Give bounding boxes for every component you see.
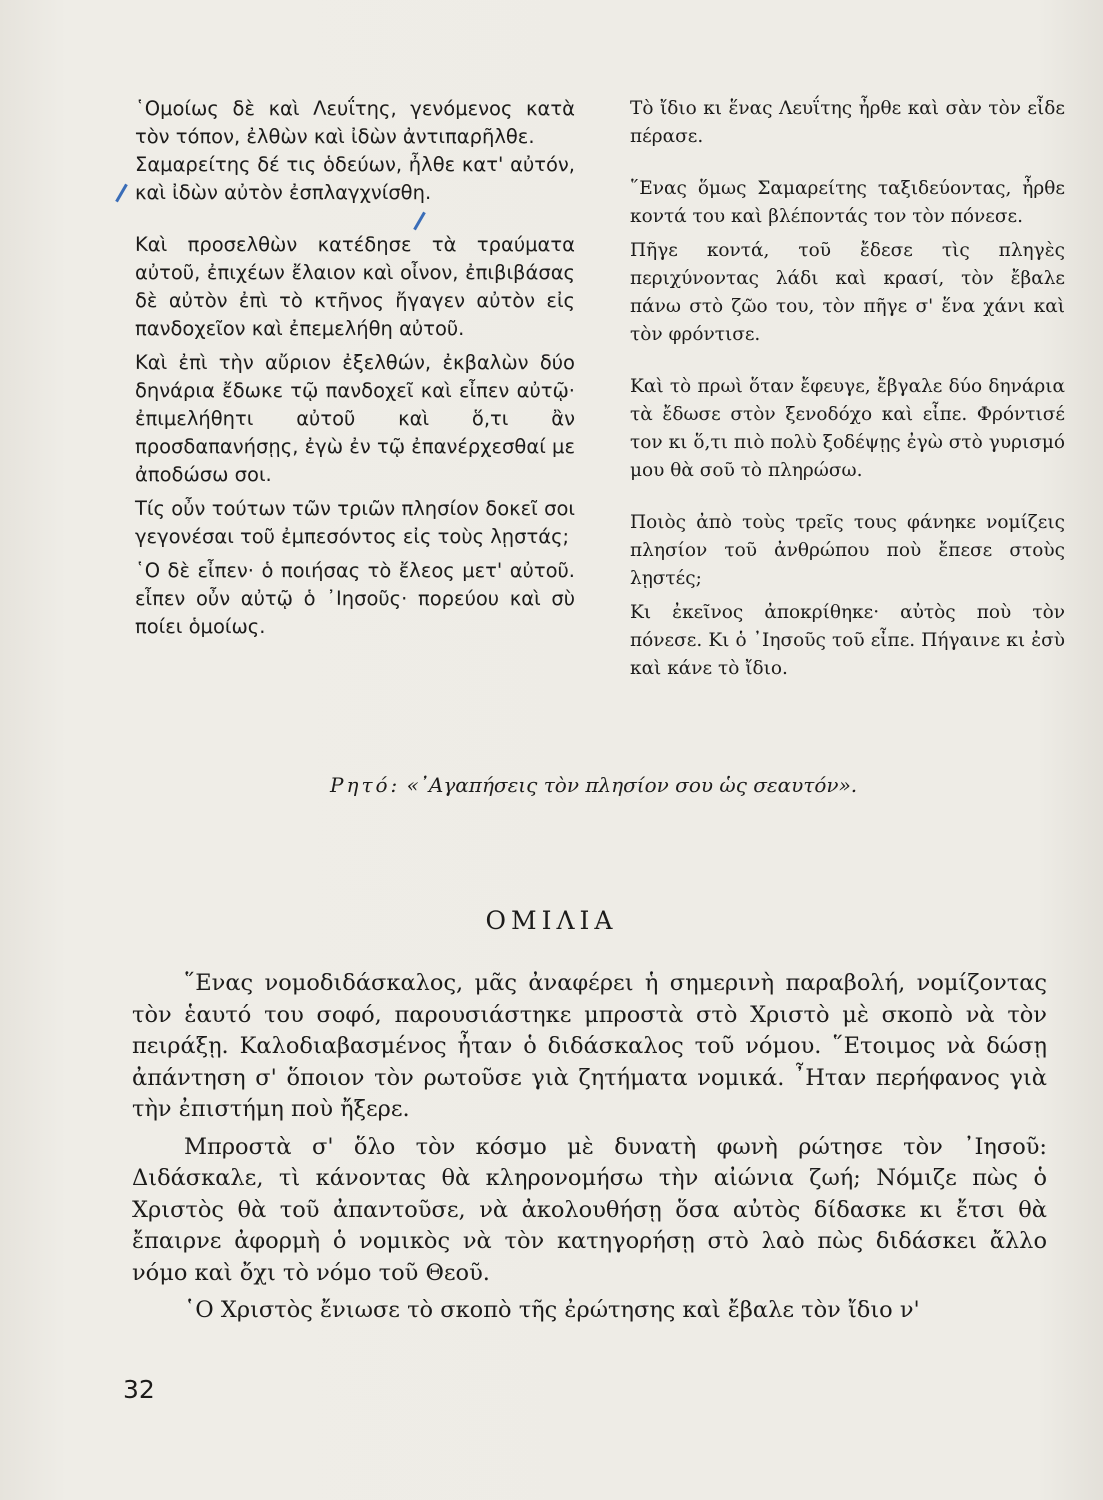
- ancient-paragraph: Καὶ προσελθὼν κατέδησε τὰ τραύματα αὐτοῦ, ἐπιχέων ἔλαιον καὶ οἶνον, ἐπιβιβάσας δὲ αὐτὸν ἐπὶ τὸ κτῆνος ἤγαγεν αὐτὸν εἰς πανδοχεῖον καὶ ἐπεμελήθη αὐτοῦ.: [135, 233, 575, 340]
- modern-paragraph: ῞Ενας ὅμως Σαμαρείτης ταξιδεύοντας, ἦρθε κοντά του καὶ βλέποντάς τον τὸν πόνεσε.: [630, 178, 1065, 227]
- ancient-paragraph: Σαμαρείτης δέ τις ὁδεύων, ἦλθε κατ' αὐτόν, καὶ ἰδὼν αὐτὸν ἐσπλαγχνίσθη.: [135, 153, 575, 204]
- ancient-text-column: [135, 95, 575, 641]
- rhetorical-text: «᾿Αγαπήσεις τὸν πλησίον σου ὡς σεαυτόν».: [406, 773, 858, 797]
- ancient-paragraph: Τίς οὖν τούτων τῶν τριῶν πλησίον δοκεῖ σοι γεγονέσαι τοῦ ἐμπεσόντος εἰς τοὺς λῃστάς;: [135, 497, 575, 548]
- homily-body: [132, 968, 1047, 1333]
- ancient-paragraph: ῾Ο δὲ εἶπεν· ὁ ποιήσας τὸ ἔλεος μετ' αὐτοῦ. εἶπεν οὖν αὐτῷ ὁ ᾿Ιησοῦς· πορεύου καὶ σὺ ποίει ὁμοίως.: [135, 559, 575, 638]
- modern-paragraph: Τὸ ἴδιο κι ἕνας Λευΐτης ἦρθε καὶ σὰν τὸν εἶδε πέρασε.: [630, 98, 1065, 147]
- homily-paragraph: ῞Ενας νομοδιδάσκαλος, μᾶς ἀναφέρει ἡ σημερινὴ παραβολή, νομίζοντας τὸν ἑαυτό του σοφό, παρουσιάστηκε μπροστὰ στὸ Χριστὸ μὲ σκοπὸ νὰ τὸν πειράξῃ. Καλοδιαβασμένος ἦταν ὁ διδάσκαλος τοῦ νόμου. ῞Ετοιμος νὰ δώσῃ ἀπάντηση σ' ὅποιον τὸν ρωτοῦσε γιὰ ζητήματα νομικά. ῏Ηταν περήφανος γιὰ τὴν ἐπιστήμη ποὺ ἤξερε.: [132, 970, 1047, 1122]
- ancient-paragraph: ῾Ομοίως δὲ καὶ Λευΐτης, γενόμενος κατὰ τὸν τόπον, ἐλθὼν καὶ ἰδὼν ἀντιπαρῆλθε.: [135, 97, 575, 148]
- pen-mark-icon: [115, 184, 128, 203]
- rhetorical-quote: [330, 773, 930, 797]
- modern-paragraph: Κι ἐκεῖνος ἀποκρίθηκε· αὐτὸς ποὺ τὸν πόνεσε. Κι ὁ ᾿Ιησοῦς τοῦ εἶπε. Πήγαινε κι ἐσὺ καὶ κάνε τὸ ἴδιο.: [630, 602, 1065, 679]
- ancient-paragraph: Καὶ ἐπὶ τὴν αὔριον ἐξελθών, ἐκβαλὼν δύο δηνάρια ἔδωκε τῷ πανδοχεῖ καὶ εἶπεν αὐτῷ· ἐπιμελήθητι αὐτοῦ καὶ ὅ,τι ἂν προσδαπανήσῃς, ἐγὼ ἐν τῷ ἐπανέρχεσθαί με ἀποδώσω σοι.: [135, 351, 575, 486]
- homily-paragraph: Μπροστὰ σ' ὅλο τὸν κόσμο μὲ δυνατὴ φωνὴ ρώτησε τὸν ᾿Ιησοῦ: Διδάσκαλε, τὶ κάνοντας θὰ κληρονομήσω τὴν αἰώνια ζωή; Νόμιζε πὼς ὁ Χριστὸς θὰ τοῦ ἀπαντοῦσε, νὰ ἀκολουθήσῃ ὅσα αὐτὸς δίδασκε κι ἔτσι θὰ ἔπαιρνε ἀφορμὴ ὁ νομικὸς νὰ τὸν κατηγορήσῃ στὸ λαὸ πὼς διδάσκει ἄλλο νόμο καὶ ὄχι τὸ νόμο τοῦ Θεοῦ.: [132, 1133, 1047, 1286]
- modern-paragraph: Πῆγε κοντά, τοῦ ἔδεσε τὶς πληγὲς περιχύνοντας λάδι καὶ κρασί, τὸν ἔβαλε πάνω στὸ ζῶο του, τὸν πῆγε σ' ἕνα χάνι καὶ τὸν φρόντισε.: [630, 240, 1065, 345]
- homily-title: ΟΜΙΛΙΑ: [485, 906, 618, 935]
- modern-paragraph: Ποιὸς ἀπὸ τοὺς τρεῖς τους φάνηκε νομίζεις πλησίον τοῦ ἀνθρώπου ποὺ ἔπεσε στοὺς λῃστές;: [630, 512, 1065, 589]
- rhetorical-label: Ρητό:: [330, 773, 401, 797]
- page-number: 32: [123, 1375, 155, 1404]
- modern-paragraph: Καὶ τὸ πρωὶ ὅταν ἔφευγε, ἔβγαλε δύο δηνάρια τὰ ἔδωσε στὸν ξενοδόχο καὶ εἶπε. Φρόντισέ τον κι ὅ,τι πιὸ πολὺ ξοδέψῃς ἐγὼ στὸ γυρισμό μου θὰ σοῦ τὸ πληρώσω.: [630, 376, 1065, 481]
- homily-paragraph: ῾Ο Χριστὸς ἔνιωσε τὸ σκοπὸ τῆς ἐρώτησης καὶ ἔβαλε τὸν ἴδιο ν': [184, 1297, 920, 1323]
- modern-text-column: [630, 95, 1065, 683]
